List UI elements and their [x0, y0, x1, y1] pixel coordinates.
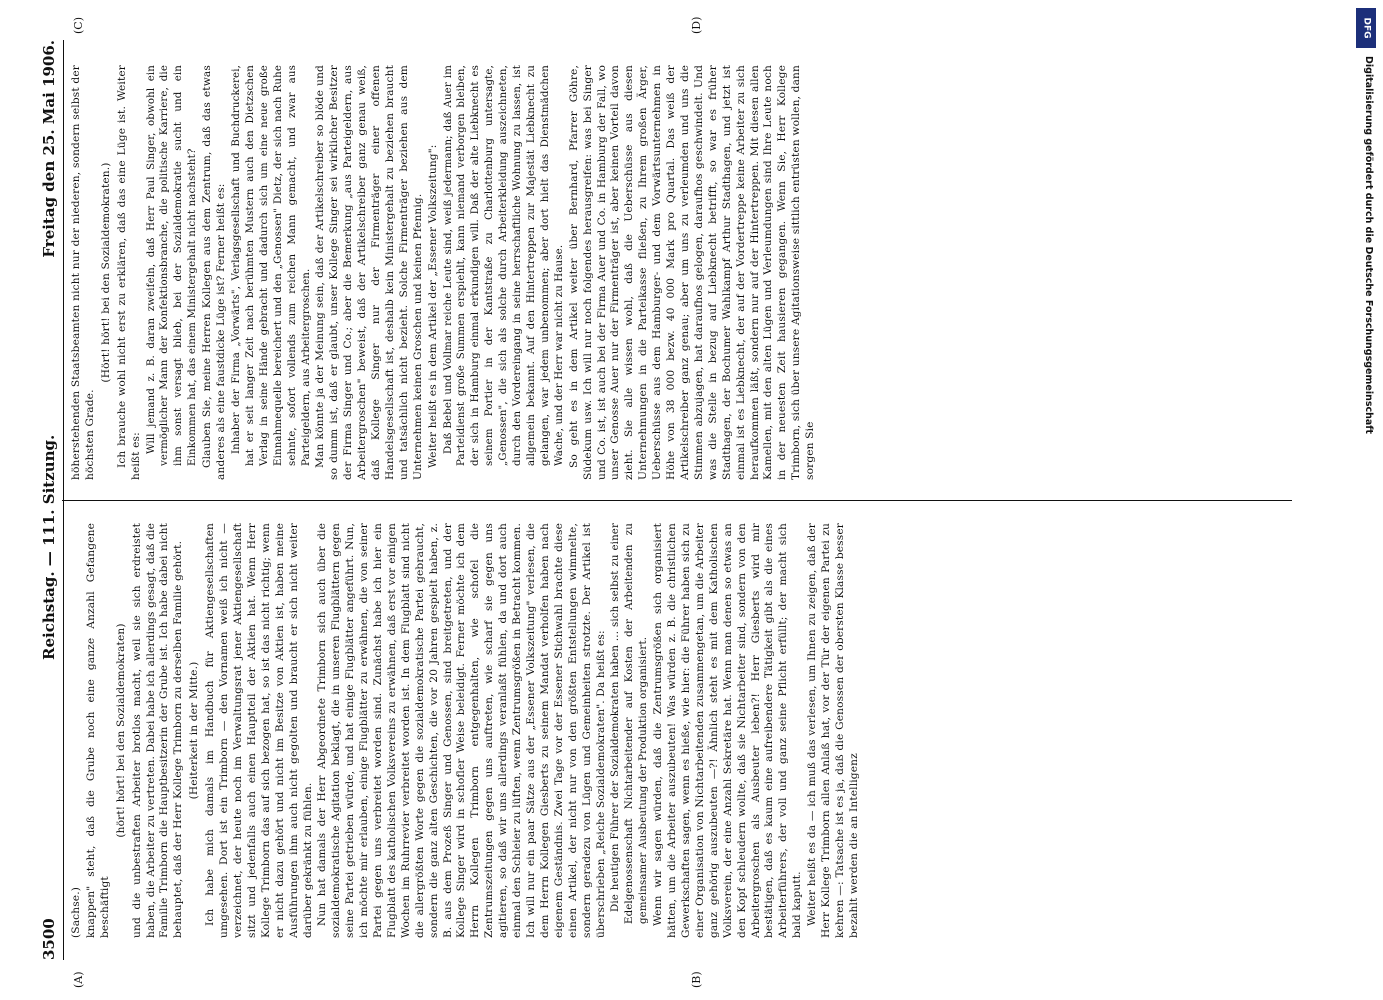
- paragraph: Man könnte ja der Meinung sein, daß der Artikelschreiber so blöde und so dumm ist, daß er glaubt, unser Kollege Singer sei wirklicher Besitzer der Firma Singer und Co.; aber die Bemerkung „aus Parteigeldern, aus Arbeitergroschen" beweist, daß der Artikelschreiber ganz genau weiß, daß Kollege Singer nur der Firmenträger einer offenen Handelsgesellschaft ist, deshalb kein Ministergehalt zu beziehen braucht und tatsächlich nicht bezieht. Solche Firmenträger beziehen aus dem Unternehmen keinen Groschen und keinen Pfennig.: [314, 65, 424, 480]
- session-date: Freitag den 25. Mai 1906.: [40, 40, 58, 258]
- interjection: (Heiterkeit in der Mitte.): [188, 661, 201, 800]
- column-divider: [62, 500, 1292, 501]
- interjection: (hört! hört! bei den Sozialdemokraten): [114, 623, 127, 838]
- quotation: Daß Bebel und Vollmar reiche Leute sind, weiß jedermann; daß Auer im Parteidienst große Summen erspiehlt, kann niemand verborgen bleiben, der sich in Hamburg einmal erkundigen will. Daß der alte Liebknecht es seinem Portier in der Kantstraße zu Charlottenburg untersagte, „Genossen", die sich als solche durch Arbeiterkleidung auszeichneten, durch den Vordereingang in seine herrschaftliche Wohnung zu lassen, ist allgemein bekannt. Auf den Hintertreppen zur Majestät Liebknecht zu gelangen, war jedem unbenommen; aber dort hielt das Dienstmädchen Wache, und der Herr war nicht zu Hause.: [442, 65, 565, 466]
- paragraph: So geht es in dem Artikel weiter über Bernhard, Pfarrer Göhre, Südekum usw. Ich will nur noch folgendes herausgreifen: was bei Singer und Co. ist, ist auch bei der Firma Auer und Co. in Hamburg der Fall, wo unser Genosse Auer nur der Firmenträger ist, aber keinen Vorteil davon zieht. Sie alle wissen wohl, daß die Ueberschüsse aus diesen Unternehmungen in die Parteikasse fließen, zu Ihrem großen Ärger, Ueberschüsse aus dem Hamburger- und dem Vorwärtsunternehmen in Höhe von 38 000 bezw. 40 000 Mark pro Quartal. Das weiß der Artikelschreiber ganz genau; aber um uns zu verleumden und uns die Stimmen abzujagen, hat daraufhos gelogen, daraufhos geschwindelt. Und was die Stelle in bezug auf Liebknecht betrifft, so war es früher Stadthagen, der Bochumer Wahlkampf Arthur Stadthagen, und jetzt ist einmal ist es Liebknecht, der auf der Vordertreppe keine Arbeiter zu sich heraufkommen läßt, sondern nur auf der Hintertreppen. Mit diesen allen Kamellen, mit den alten Lügen und Verleumdungen sind Ihre Leute noch in der neuesten Zeit hausieren gegangen. Wenn Sie, Herr Kollege Trimborn, sich über unsere Agitationsweise sittlich entrüsten wollen, dann sorgen Sie: [567, 65, 817, 480]
- margin-marker-c: (C): [72, 17, 85, 34]
- paragraph: Nun hat damals der Herr Abgeordnete Trimborn sich auch über die sozialdemokratische Agitation beklagt, die in unseren Flugblättern gegen seine Partei getrieben würde, und hat einige Flugblätter angeführt. Nun, ich möchte mir erlauben, einige Flugblätter zu erwähnen, die von seiner Partei gegen uns verbreitet worden sind. Zunächst habe ich hier ein Flugblatt des katholischen Volksvereins zu erwähnen, daß erst vor einigen Wochen im Ruhrrevier verbreitet worden ist. In dem Flugblatt sind nicht die allergrößten Worte gegen die sozialdemokratische Partei gebraucht, sondern die ganz alten Geschichten, die vor 20 Jahren gespielt haben, z. B. aus dem Prozeß Singer und Genossen, sind breitgetreten, und der Kollege Singer wird in schofler Weise beleidigt. Ferner möchte ich dem Herrn Kollegen Trimborn entgegenhalten, wie schofel die Zentrumszeitungen gegen uns auftreten, wie scharf sie gegen uns agitieren, so daß wir uns allerdings veranlaßt fühlen, da und dort auch einmal den Schleier zu lüften, wenn Zentrumsgrößen in Betracht kommen. Ich will nur ein paar Sätze aus der „Essener Volkszeitung" verlesen, die dem Herrn Kollegen Giesberts zu seinem Mandat verholfen haben nach eigenem Geständnis. Zwei Tage vor der Essener Stichwahl brachte diese einen Artikel, der nicht nur von den größten Entstellungen wimmelte, sondern geradezu von Lügen und Gemeinheiten strotzte. Der Artikel ist überschrieben „Reiche Sozialdemokraten". Da heißt es:: [316, 523, 607, 938]
- paragraph: knappen" steht, daß die Grube noch eine ganze Anzahl Gefangene beschäftigt: [84, 523, 111, 938]
- margin-marker-d: (D): [690, 16, 703, 34]
- paragraph: Glauben Sie, meine Herren Kollegen aus dem Zentrum, daß das etwas anderes als eine faustdicke Lüge ist? Ferner heißt es:: [201, 65, 228, 480]
- paragraph: Wenn wir sagen würden, daß die Zentrumsgrößen sich organisiert hätten, um die Arbeiter auszubeuten! Was würden z. B. die christlichen Gewerkschaften sagen, wenn es hieße, wie hier: die Führer haben sich zu einer Organisation von Nichtarbeitenden zusammengetan, um die Arbeiter ganz gehörig auszubeuten —?! Ähnlich steht es mit dem Katholischen Volksverein, der eine Anzahl Sekretäre hat. Wenn man denen so etwas an den Kopf schleudern wollte, daß sie Nichtarbeiter sind, sondern von den Arbeitergroschen als Ausbeuter leben?! Herr Giesberts wird mir bestätigen, daß es kaum eine aufreibendere Tätigkeit gibt als die eines Arbeiterführers, der voll und ganz seine Pflicht erfüllt; der macht sich bald kaputt.: [652, 523, 804, 938]
- digitization-stamp: [1356, 8, 1376, 993]
- dfg-logo-icon: DFG: [1356, 8, 1376, 48]
- session-title: Reichstag. — 111. Sitzung.: [40, 434, 58, 660]
- funding-note: Digitalisierung gefördert durch die Deutsche Forschungsgemeinschaft: [1363, 56, 1374, 434]
- paragraph: Ich brauche wohl nicht erst zu erklären, daß das eine Lüge ist. Weiter heißt es:: [115, 65, 142, 480]
- interjection: (Hört! hört! bei den Sozialdemokraten.): [99, 162, 112, 383]
- paragraph: Weiter heißt es da — ich muß das verlesen, um Ihnen zu zeigen, daß der Herr Kollege Trimborn allen Anlaß hat, vor der Tür der eigenen Partei zu kehren —: Tatsache ist es ja, daß die Genossen der obersten Klasse besser bezahlt werden die an Intelligenz: [806, 523, 860, 938]
- paragraph: höherstehenden Staatsbeamten nicht nur der niederen, sondern selbst der höchsten Grade.: [70, 65, 96, 480]
- paragraph: Ich habe mich damals im Handbuch für Aktiengesellschaften umgesehen. Dort ist ein Trimborn — den Vornamen weiß ich nicht — verzeichnet, der heute noch im Verwaltungsrat jener Aktiengesellschaft sitzt und jedenfalls auch einen Hauptteil der Aktien hat. Wenn Herr Kollege Trimborn das auf sich bezogen hat, so ist das nicht richtig; wenn er nicht dazu gehört und nicht im Besitze von Aktien ist, haben meine Ausführungen ihm auch nicht gegolten und braucht er sich nicht weiter darüber gekränkt zu fühlen.: [204, 523, 314, 938]
- margin-marker-a: (A): [72, 971, 85, 988]
- right-column: [70, 65, 1300, 480]
- paragraph: und die unbestraften Arbeiter brotlos macht, weil sie sich erdreistet haben, die Arbeiter zu vertreten. Dabei habe ich allerdings gesagt, daß die Familie Trimborn die Hauptbesitzerin der Grube ist. Ich habe dabei nicht behauptet, daß der Herr Kollege Trimborn zu derselben Familie gehört.: [130, 523, 185, 938]
- speaker-label: (Sachse.): [70, 886, 82, 938]
- quotation: Inhaber der Firma „Vorwärts", Verlagsgesellschaft und Buchdruckerei, hat er seit langer Zeit nach berühmten Mustern auch den Dietzschen Verlag in seine Hände gebracht und dadurch sich um eine neue große Einnahmequelle bereichert und den „Genossen" Dietz, der sich nach Ruhe sehnte, sofort vollends zum reichen Mann gemacht, und zwar aus Parteigeldern, aus Arbeitergroschen.: [230, 65, 312, 466]
- margin-marker-b: (B): [690, 971, 703, 988]
- paragraph: Weiter heißt es in dem Artikel der „Essener Volkszeitung":: [426, 144, 439, 468]
- page-number: 3500: [40, 918, 58, 960]
- quotation: Die heutigen Führer der Sozialdemokraten haben ... sich selbst zu einer Edelgenossenschaft Nichtarbeitender auf Kosten der Arbeitenden zu gemeinsamer Ausbeutung der Produktion organisiert.: [610, 523, 650, 924]
- left-column: [70, 523, 1300, 938]
- quotation: Will jemand z. B. daran zweifeln, daß Herr Paul Singer, obwohl ein vermöglicher Mann der Konfektionsbranche, die politische Karriere, die ihm sonst versagt blieb, bei der Sozialdemokratie sucht und ein Einkommen hat, das einem Ministergehalt nicht nachsteht?: [145, 65, 199, 466]
